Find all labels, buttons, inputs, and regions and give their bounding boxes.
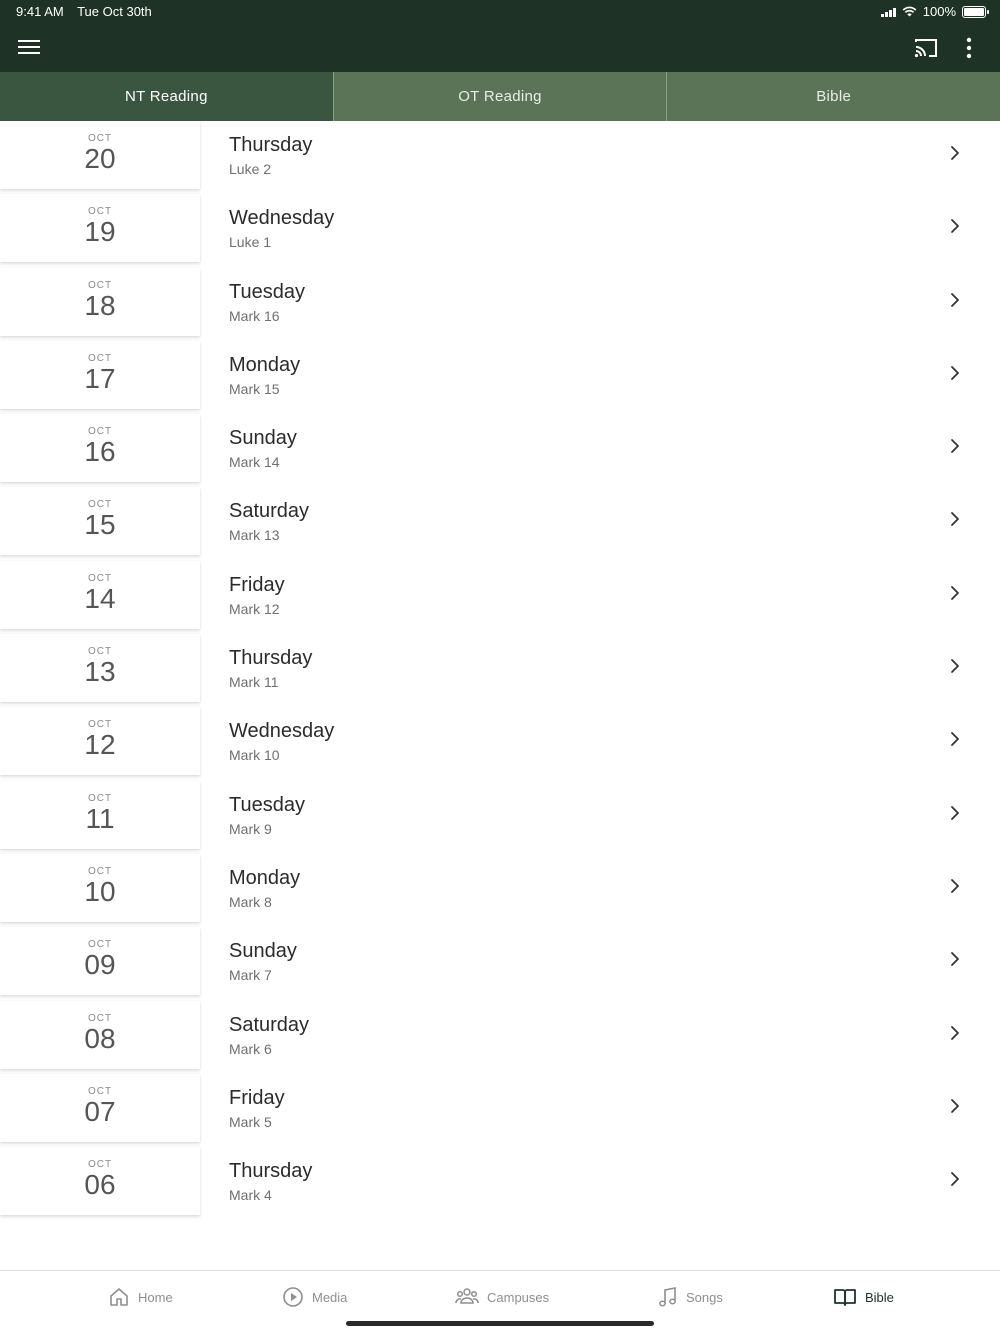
chevron-right-icon (948, 145, 962, 161)
reading-passage: Mark 14 (229, 454, 280, 471)
people-icon (455, 1286, 479, 1308)
status-time: 9:41 AM (16, 4, 64, 19)
date-day: 12 (84, 729, 116, 761)
reading-row[interactable] (0, 1147, 1000, 1220)
status-left (16, 4, 162, 19)
home-icon (108, 1286, 130, 1308)
reading-row[interactable] (0, 561, 1000, 634)
nav-songs[interactable] (658, 1285, 723, 1309)
tab-nt-reading[interactable]: NT Reading (0, 72, 333, 121)
menu-button[interactable] (18, 36, 44, 60)
chevron-right-icon (948, 511, 962, 527)
battery-icon (962, 6, 986, 18)
reading-row[interactable] (0, 781, 1000, 854)
date-month: OCT (87, 1085, 113, 1097)
reading-row[interactable] (0, 194, 1000, 267)
reading-weekday: Thursday (229, 1160, 313, 1183)
app-bar (0, 24, 1000, 72)
date-card (0, 854, 200, 922)
reading-passage: Mark 11 (229, 674, 279, 691)
date-day: 20 (84, 143, 116, 174)
date-month: OCT (87, 792, 113, 804)
nav-campuses[interactable] (455, 1285, 549, 1309)
date-day: 11 (85, 802, 115, 834)
status-right (881, 4, 986, 19)
nav-media[interactable] (282, 1285, 347, 1309)
battery-percent: 100% (922, 4, 956, 19)
music-note-icon (658, 1286, 678, 1308)
reading-row[interactable] (0, 927, 1000, 1000)
nav-home[interactable] (108, 1285, 173, 1309)
date-card (0, 707, 200, 775)
reading-row[interactable] (0, 634, 1000, 707)
date-day: 18 (84, 289, 116, 321)
cast-icon[interactable] (912, 36, 940, 60)
date-month: OCT (87, 939, 113, 951)
date-month: OCT (87, 426, 113, 438)
reading-weekday: Sunday (229, 427, 297, 450)
wifi-icon (902, 6, 917, 17)
reading-passage: Mark 13 (229, 527, 280, 544)
date-month: OCT (87, 352, 113, 364)
date-month: OCT (87, 719, 113, 731)
reading-row[interactable] (0, 707, 1000, 780)
chevron-right-icon (948, 1098, 962, 1114)
reading-passage: Mark 8 (229, 893, 272, 910)
chevron-right-icon (948, 658, 962, 674)
date-month: OCT (87, 499, 113, 511)
reading-list (0, 121, 1000, 1221)
date-day: 08 (84, 1022, 116, 1054)
date-card (0, 1001, 200, 1069)
reading-passage: Mark 15 (229, 380, 280, 397)
date-month: OCT (87, 572, 113, 584)
chevron-right-icon (948, 805, 962, 821)
date-month: OCT (87, 865, 113, 877)
date-card (0, 121, 200, 189)
reading-weekday: Monday (229, 353, 301, 376)
more-vert-icon[interactable] (958, 34, 980, 62)
date-day: 06 (84, 1169, 116, 1201)
chevron-right-icon (948, 1171, 962, 1187)
date-day: 09 (84, 949, 116, 981)
cellular-signal-icon (881, 7, 896, 17)
reading-weekday: Thursday (229, 134, 313, 156)
reading-passage: Mark 7 (229, 967, 272, 984)
date-card (0, 927, 200, 995)
date-day: 17 (84, 362, 116, 394)
date-day: 19 (84, 216, 116, 248)
chevron-right-icon (948, 731, 962, 747)
chevron-right-icon (948, 438, 962, 454)
date-day: 10 (84, 875, 116, 907)
date-card (0, 341, 200, 409)
reading-passage: Mark 9 (229, 820, 272, 837)
reading-passage: Mark 6 (229, 1040, 272, 1057)
tab-ot-reading[interactable]: OT Reading (333, 72, 667, 121)
reading-row[interactable] (0, 487, 1000, 560)
reading-weekday: Tuesday (229, 793, 305, 816)
date-day: 07 (84, 1095, 116, 1127)
reading-weekday: Wednesday (229, 207, 335, 230)
date-card (0, 487, 200, 555)
date-month: OCT (87, 1012, 113, 1024)
home-indicator (346, 1321, 654, 1326)
date-card (0, 1074, 200, 1142)
reading-passage: Mark 10 (229, 747, 280, 764)
reading-passage: Luke 1 (229, 234, 272, 251)
reading-passage: Luke 2 (229, 161, 272, 177)
status-date: Tue Oct 30th (77, 4, 152, 19)
reading-weekday: Tuesday (229, 280, 305, 303)
reading-row[interactable] (0, 341, 1000, 414)
tab-bible[interactable]: Bible (666, 72, 1000, 121)
chevron-right-icon (948, 1025, 962, 1041)
nav-home-label: Home (138, 1289, 173, 1305)
date-month: OCT (87, 133, 113, 144)
chevron-right-icon (948, 878, 962, 894)
date-card (0, 634, 200, 702)
reading-weekday: Saturday (229, 1013, 310, 1036)
date-card (0, 781, 200, 849)
reading-weekday: Monday (229, 866, 301, 889)
date-day: 16 (84, 436, 116, 468)
reading-row[interactable] (0, 414, 1000, 487)
date-month: OCT (87, 279, 113, 291)
reading-row[interactable] (0, 854, 1000, 927)
reading-row[interactable] (0, 268, 1000, 341)
reading-weekday: Friday (229, 1086, 285, 1109)
nav-songs-label: Songs (686, 1289, 723, 1305)
reading-weekday: Thursday (229, 647, 313, 670)
reading-passage: Mark 5 (229, 1113, 272, 1130)
date-day: 15 (84, 509, 116, 541)
reading-weekday: Saturday (229, 500, 310, 523)
reading-row[interactable] (0, 1074, 1000, 1147)
date-month: OCT (87, 1159, 113, 1171)
reading-passage: Mark 16 (229, 307, 280, 324)
date-card (0, 414, 200, 482)
chevron-right-icon (948, 365, 962, 381)
reading-row[interactable] (0, 121, 1000, 194)
date-card (0, 1147, 200, 1215)
reading-weekday: Sunday (229, 940, 297, 963)
nav-media-label: Media (312, 1289, 348, 1305)
reading-weekday: Friday (229, 573, 285, 596)
book-icon (833, 1286, 857, 1308)
chevron-right-icon (948, 951, 962, 967)
nav-bible[interactable] (833, 1285, 894, 1309)
reading-tabs (0, 72, 1000, 121)
date-month: OCT (87, 646, 113, 658)
date-day: 13 (84, 656, 116, 688)
date-day: 14 (84, 582, 116, 614)
chevron-right-icon (948, 292, 962, 308)
reading-passage: Mark 12 (229, 600, 280, 617)
reading-passage: Mark 4 (229, 1187, 272, 1204)
date-card (0, 194, 200, 262)
date-month: OCT (87, 206, 113, 218)
chevron-right-icon (948, 218, 962, 234)
status-bar (0, 0, 1000, 24)
date-card (0, 561, 200, 629)
reading-row[interactable] (0, 1001, 1000, 1074)
nav-campuses-label: Campuses (487, 1289, 550, 1305)
date-card (0, 268, 200, 336)
nav-bible-label: Bible (865, 1289, 894, 1305)
chevron-right-icon (948, 585, 962, 601)
play-circle-icon (282, 1286, 304, 1308)
reading-weekday: Wednesday (229, 720, 335, 743)
